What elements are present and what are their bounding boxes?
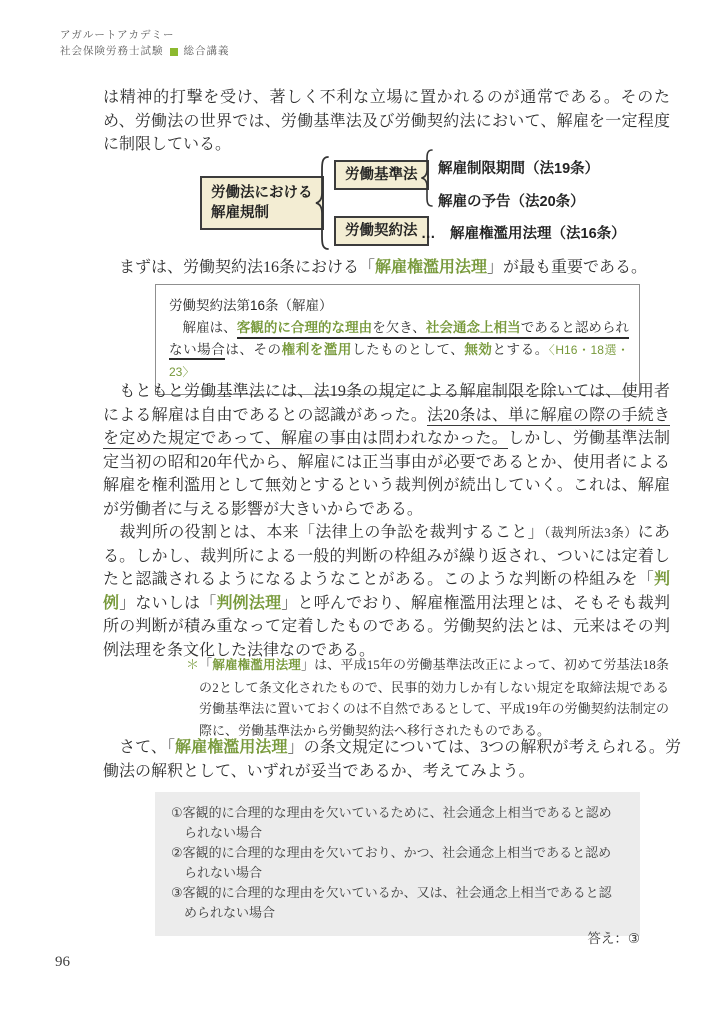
diagram-item-abuse-doctrine-label: 解雇権濫用法理（法16条） xyxy=(450,226,626,242)
keyword-hanrei-houri: 判例法理 xyxy=(216,594,282,612)
keyword-hanrei: 判例 xyxy=(103,571,670,612)
quiz-option-2: ②客観的に合理的な理由を欠いており、かつ、社会通念上相当であると認められない場合 xyxy=(171,845,612,880)
para-seg: 」の条文規定については、3つの解釈が考えられる。労働法の解釈として、いずれが妥当であるか、考えてみよう。 xyxy=(103,739,681,780)
body-paragraphs xyxy=(103,380,670,662)
lead-pre: まずは、労働契約法16条における「 xyxy=(103,259,376,276)
para-seg: 裁判所の役割とは、本来「法律上の争訟を裁判すること」 xyxy=(103,524,544,541)
paragraph-three-interpretations xyxy=(103,736,681,783)
green-square-icon xyxy=(170,48,178,56)
para-seg: しかし、労働基準法制定当初の昭和20年代から、解雇には正当事由が必要であるとか、使用者による解雇を権利濫用として無効とするという裁判例が続出していく。これは、解雇が労働者に与える影響が大きいからである。 xyxy=(103,430,670,518)
diagram-item-notice: 解雇の予告（法20条） xyxy=(438,194,585,210)
page-header xyxy=(60,28,230,60)
law-seg: とする。 xyxy=(492,341,549,357)
exam-year-reference: 〈H16・18選・23〉 xyxy=(169,342,630,379)
diagram-labor-standards-box: 労働基準法 xyxy=(334,160,429,190)
law-article-title: 労働契約法第16条（解雇） xyxy=(169,298,333,313)
diagram-item-restriction-period: 解雇制限期間（法19条） xyxy=(438,161,600,177)
law-seg: 解雇は、 xyxy=(169,320,237,335)
law-seg: したものとして、 xyxy=(352,341,465,357)
header-subtitle-row xyxy=(60,44,230,60)
header-course-title: 総合講義 xyxy=(183,46,230,57)
law-keyword-abuse: 権利を濫用 xyxy=(281,341,352,357)
law-keyword-social: 社会通念上相当 xyxy=(425,320,521,335)
lead-keyword: 解雇権濫用法理 xyxy=(375,259,488,276)
diagram-root-line2: 解雇規制 xyxy=(211,205,269,221)
quiz-answer: 答え：③ xyxy=(587,931,640,946)
paragraph-history xyxy=(103,380,670,521)
law-seg: であると認められない場合 xyxy=(169,320,630,357)
asterisk-icon: ＊ xyxy=(186,657,200,672)
law-keyword-reason: 客観的に合理的な理由 xyxy=(236,320,373,335)
footnote xyxy=(186,654,669,741)
lead-post: 」が最も重要である。 xyxy=(487,259,648,276)
quiz-option-3: ③客観的に合理的な理由を欠いているか、又は、社会通念上相当であると認められない場合 xyxy=(171,885,612,920)
court-act-reference: （裁判所法3条） xyxy=(543,525,638,540)
para-seg: 」ないしは「 xyxy=(119,594,217,612)
page-number: 96 xyxy=(55,954,70,970)
para-seg: 」と呼んでおり、解雇権濫用法理とは、そもそも裁判所の判断が積み重なって定着したものである。労働契約法とは、元来はその判例法理を条文化した法律なのである。 xyxy=(103,594,670,659)
quiz-box xyxy=(155,792,640,936)
law-seg: は、その xyxy=(225,341,282,357)
para-seg: さて、「 xyxy=(103,739,176,756)
diagram-root-box xyxy=(200,176,324,230)
law-article-box xyxy=(155,284,640,395)
law-keyword-void: 無効 xyxy=(464,341,493,357)
curly-brace-sub-icon xyxy=(421,148,435,208)
para-seg: もともと労働基準法には、法19条の規定による解雇制限を除いては、使用者による解雇は自由であるとの認識があった。 xyxy=(103,383,670,424)
quiz-option-1: ①客観的に合理的な理由を欠いているために、社会通念上相当であると認められない場合 xyxy=(171,805,612,840)
intro-paragraph: は精神的打撃を受け、著しく不利な立場に置かれるのが通常である。そのため、労働法の世界では、労働基準法及び労働契約法において、解雇を一定程度に制限している。 xyxy=(103,89,670,153)
diagram-ellipsis: … xyxy=(421,226,450,242)
law-seg: を欠き、 xyxy=(372,320,426,335)
footnote-keyword: 解雇権濫用法理 xyxy=(212,658,301,672)
footnote-seg: 」は、平成15年の労働基準法改正によって、初めて労基法18条の2として条文化されたもので、民事的効力しか有しない規定を取締法規である労働基準法に置いておくのは不自然であるとして、平成19年の労働契約法制定の際に、労働基準法から労働契約法へ移行されたものである。 xyxy=(199,657,669,738)
sate-keyword: 解雇権濫用法理 xyxy=(175,739,288,756)
para-seg: にある。しかし、裁判所による一般的判断の枠組みが繰り返され、ついには定着したと認識されるようになるようなことがある。このような判断の枠組みを「 xyxy=(103,524,670,588)
footnote-seg: 「 xyxy=(199,657,213,672)
curly-brace-main-icon xyxy=(314,155,332,251)
lead-sentence xyxy=(103,256,681,280)
header-exam-title: 社会保険労務士試験 xyxy=(60,46,164,57)
diagram-item-abuse-doctrine xyxy=(421,222,626,243)
law-article-body xyxy=(169,317,629,384)
para-underlined-clause: 法20条は、単に解雇の際の手続きを定めた規定であって、解雇の事由は問われなかった。 xyxy=(103,406,670,447)
diagram-root-line1: 労働法における xyxy=(211,185,313,201)
paragraph-court-role xyxy=(103,521,670,662)
header-brand: アガルートアカデミー xyxy=(60,30,175,41)
diagram-labor-contract-box: 労働契約法 xyxy=(334,216,429,246)
